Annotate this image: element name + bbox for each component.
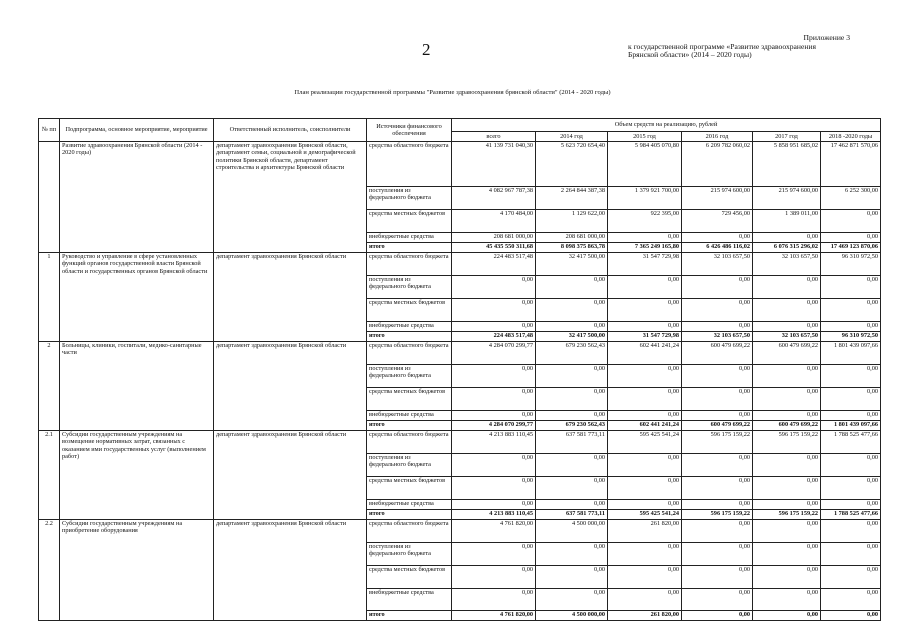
cell-amount: 0,00 bbox=[452, 411, 536, 421]
cell-amount: 0,00 bbox=[452, 566, 536, 589]
cell-amount: 637 581 773,11 bbox=[536, 431, 608, 454]
cell-amount: 0,00 bbox=[753, 233, 821, 243]
cell-amount: 0,00 bbox=[682, 520, 753, 543]
cell-amount: 596 175 159,22 bbox=[753, 510, 821, 520]
cell-amount: 679 230 562,43 bbox=[536, 342, 608, 365]
cell-amount: 0,00 bbox=[753, 388, 821, 411]
cell-amount: 0,00 bbox=[682, 388, 753, 411]
cell-amount: 0,00 bbox=[682, 299, 753, 322]
cell-amount: 0,00 bbox=[821, 566, 881, 589]
cell-amount: 600 479 699,22 bbox=[682, 421, 753, 431]
cell-amount: 208 681 000,00 bbox=[536, 233, 608, 243]
cell-executor: департамент здравоохранения Брянской области bbox=[214, 253, 367, 342]
cell-source: средства местных бюджетов bbox=[367, 210, 452, 233]
cell-program: Руководство и управление в сфере установленных функций органов государственной власти Брянской области и государственных органов Брянской области bbox=[60, 253, 214, 342]
cell-amount: 261 820,00 bbox=[608, 520, 682, 543]
cell-amount: 0,00 bbox=[682, 276, 753, 299]
cell-amount: 4 500 000,00 bbox=[536, 520, 608, 543]
cell-amount: 0,00 bbox=[682, 611, 753, 621]
cell-amount: 0,00 bbox=[608, 566, 682, 589]
cell-amount: 0,00 bbox=[821, 477, 881, 500]
cell-num: 1 bbox=[39, 253, 60, 342]
cell-source: итого bbox=[367, 243, 452, 253]
cell-amount: 600 479 699,22 bbox=[753, 342, 821, 365]
cell-amount: 2 264 844 387,38 bbox=[536, 187, 608, 210]
header-year-2017: 2017 год bbox=[753, 132, 821, 142]
cell-amount: 595 425 541,24 bbox=[608, 431, 682, 454]
cell-amount: 0,00 bbox=[682, 411, 753, 421]
cell-amount: 1 389 011,00 bbox=[753, 210, 821, 233]
cell-amount: 1 788 525 477,66 bbox=[821, 510, 881, 520]
cell-amount: 45 435 550 311,68 bbox=[452, 243, 536, 253]
cell-amount: 0,00 bbox=[682, 454, 753, 477]
cell-amount: 0,00 bbox=[452, 454, 536, 477]
cell-amount: 0,00 bbox=[452, 388, 536, 411]
cell-amount: 0,00 bbox=[753, 299, 821, 322]
cell-amount: 224 483 517,48 bbox=[452, 253, 536, 276]
appendix-title: Приложение 3 bbox=[803, 33, 850, 42]
header-year-2014: 2014 год bbox=[536, 132, 608, 142]
cell-amount: 215 974 600,00 bbox=[682, 187, 753, 210]
header-executor: Ответственный исполнитель, соисполнители bbox=[214, 119, 367, 142]
cell-amount: 5 984 405 070,80 bbox=[608, 142, 682, 187]
cell-amount: 0,00 bbox=[536, 500, 608, 510]
cell-source: итого bbox=[367, 611, 452, 621]
table-row bbox=[39, 253, 881, 276]
cell-amount: 0,00 bbox=[753, 365, 821, 388]
cell-amount: 0,00 bbox=[821, 411, 881, 421]
cell-amount: 0,00 bbox=[452, 299, 536, 322]
cell-source: поступления из федерального бюджета bbox=[367, 365, 452, 388]
cell-source: внебюджетные средства bbox=[367, 233, 452, 243]
cell-amount: 0,00 bbox=[452, 543, 536, 566]
cell-amount: 4 500 000,00 bbox=[536, 611, 608, 621]
header-num: № пп bbox=[39, 119, 60, 142]
cell-source: итого bbox=[367, 332, 452, 342]
appendix-line-2: Брянской области» (2014 – 2020 годы) bbox=[628, 50, 752, 60]
appendix-line-1: к государственной программе «Развитие здравоохранения bbox=[628, 41, 816, 51]
cell-num: 2.1 bbox=[39, 431, 60, 520]
cell-amount: 0,00 bbox=[753, 543, 821, 566]
cell-amount: 0,00 bbox=[608, 477, 682, 500]
cell-amount: 0,00 bbox=[536, 322, 608, 332]
header-volume: Объем средств на реализацию, рублей bbox=[452, 119, 881, 132]
cell-amount: 0,00 bbox=[608, 388, 682, 411]
cell-amount: 602 441 241,24 bbox=[608, 421, 682, 431]
cell-amount: 1 788 525 477,66 bbox=[821, 431, 881, 454]
cell-amount: 0,00 bbox=[608, 454, 682, 477]
cell-amount: 4 082 967 787,38 bbox=[452, 187, 536, 210]
cell-amount: 0,00 bbox=[682, 233, 753, 243]
cell-source: итого bbox=[367, 510, 452, 520]
cell-source: средства областного бюджета bbox=[367, 342, 452, 365]
cell-amount: 0,00 bbox=[682, 543, 753, 566]
cell-amount: 6 426 486 116,02 bbox=[682, 243, 753, 253]
cell-amount: 0,00 bbox=[682, 589, 753, 611]
cell-amount: 637 581 773,11 bbox=[536, 510, 608, 520]
cell-source: средства местных бюджетов bbox=[367, 299, 452, 322]
cell-amount: 0,00 bbox=[608, 411, 682, 421]
cell-amount: 596 175 159,22 bbox=[682, 431, 753, 454]
cell-amount: 4 284 070 299,77 bbox=[452, 421, 536, 431]
cell-amount: 0,00 bbox=[753, 276, 821, 299]
cell-amount: 0,00 bbox=[753, 322, 821, 332]
cell-amount: 8 098 375 863,78 bbox=[536, 243, 608, 253]
cell-program: Больницы, клиники, госпитали, медико-санитарные части bbox=[60, 342, 214, 431]
cell-amount: 0,00 bbox=[608, 500, 682, 510]
cell-amount: 596 175 159,22 bbox=[753, 431, 821, 454]
header-year-2015: 2015 год bbox=[608, 132, 682, 142]
cell-amount: 0,00 bbox=[821, 233, 881, 243]
cell-program: Развитие здравоохранения Брянской области (2014 - 2020 годы) bbox=[60, 142, 214, 253]
cell-amount: 0,00 bbox=[452, 322, 536, 332]
cell-num: 2.2 bbox=[39, 520, 60, 621]
cell-amount: 0,00 bbox=[821, 589, 881, 611]
cell-amount: 96 310 972,50 bbox=[821, 332, 881, 342]
cell-amount: 32 417 500,00 bbox=[536, 332, 608, 342]
cell-program: Субсидии государственным учреждениям на возмещение нормативных затрат, связанных с оказанием ими государственных услуг (выполнением работ) bbox=[60, 431, 214, 520]
cell-source: внебюджетные средства bbox=[367, 500, 452, 510]
cell-source: итого bbox=[367, 421, 452, 431]
cell-source: поступления из федерального бюджета bbox=[367, 454, 452, 477]
cell-amount: 0,00 bbox=[536, 566, 608, 589]
cell-executor: департамент здравоохранения Брянской области bbox=[214, 342, 367, 431]
cell-amount: 0,00 bbox=[682, 365, 753, 388]
plan-table bbox=[38, 118, 881, 621]
cell-amount: 0,00 bbox=[608, 589, 682, 611]
table-body bbox=[39, 142, 881, 621]
cell-amount: 224 483 517,48 bbox=[452, 332, 536, 342]
cell-source: средства областного бюджета bbox=[367, 431, 452, 454]
table-row bbox=[39, 520, 881, 543]
cell-amount: 6 252 300,00 bbox=[821, 187, 881, 210]
cell-amount: 1 801 439 097,66 bbox=[821, 421, 881, 431]
cell-amount: 0,00 bbox=[682, 322, 753, 332]
plan-title: План реализации государственной программы "Развитие здравоохранения брянской области" (2014 - 2020 годы) bbox=[294, 89, 611, 96]
cell-amount: 17 462 871 570,06 bbox=[821, 142, 881, 187]
page-number: 2 bbox=[422, 40, 431, 59]
cell-source: поступления из федерального бюджета bbox=[367, 543, 452, 566]
cell-source: поступления из федерального бюджета bbox=[367, 276, 452, 299]
cell-amount: 32 103 657,50 bbox=[753, 253, 821, 276]
cell-amount: 32 103 657,50 bbox=[682, 253, 753, 276]
cell-source: средства местных бюджетов bbox=[367, 566, 452, 589]
cell-amount: 0,00 bbox=[821, 543, 881, 566]
header-source: Источники финансового обеспечения bbox=[367, 119, 452, 142]
cell-amount: 0,00 bbox=[753, 520, 821, 543]
cell-amount: 0,00 bbox=[682, 566, 753, 589]
cell-source: средства местных бюджетов bbox=[367, 477, 452, 500]
cell-amount: 0,00 bbox=[536, 543, 608, 566]
cell-amount: 5 623 720 654,40 bbox=[536, 142, 608, 187]
cell-amount: 0,00 bbox=[753, 500, 821, 510]
header-year-total: всего bbox=[452, 132, 536, 142]
table-row bbox=[39, 142, 881, 187]
cell-amount: 0,00 bbox=[536, 365, 608, 388]
cell-source: внебюджетные средства bbox=[367, 322, 452, 332]
cell-num: 2 bbox=[39, 342, 60, 431]
cell-amount: 208 681 000,00 bbox=[452, 233, 536, 243]
cell-amount: 0,00 bbox=[682, 500, 753, 510]
cell-amount: 7 365 249 165,80 bbox=[608, 243, 682, 253]
cell-amount: 0,00 bbox=[821, 388, 881, 411]
cell-amount: 1 379 921 700,00 bbox=[608, 187, 682, 210]
cell-amount: 1 129 622,00 bbox=[536, 210, 608, 233]
cell-amount: 4 761 820,00 bbox=[452, 611, 536, 621]
cell-amount: 602 441 241,24 bbox=[608, 342, 682, 365]
cell-amount: 4 170 484,00 bbox=[452, 210, 536, 233]
cell-amount: 32 103 657,50 bbox=[753, 332, 821, 342]
cell-amount: 215 974 600,00 bbox=[753, 187, 821, 210]
cell-amount: 0,00 bbox=[536, 388, 608, 411]
cell-amount: 0,00 bbox=[821, 520, 881, 543]
cell-amount: 0,00 bbox=[536, 454, 608, 477]
appendix-caption bbox=[628, 34, 888, 60]
cell-amount: 0,00 bbox=[536, 411, 608, 421]
cell-amount: 0,00 bbox=[821, 322, 881, 332]
cell-amount: 96 310 972,50 bbox=[821, 253, 881, 276]
cell-amount: 261 820,00 bbox=[608, 611, 682, 621]
header-year-2018-2020: 2018 -2020 годы bbox=[821, 132, 881, 142]
cell-amount: 5 858 951 685,02 bbox=[753, 142, 821, 187]
cell-amount: 0,00 bbox=[753, 411, 821, 421]
cell-amount: 17 469 123 870,06 bbox=[821, 243, 881, 253]
cell-amount: 0,00 bbox=[452, 276, 536, 299]
cell-amount: 32 103 657,50 bbox=[682, 332, 753, 342]
cell-source: внебюджетные средства bbox=[367, 411, 452, 421]
cell-source: поступления из федерального бюджета bbox=[367, 187, 452, 210]
cell-amount: 0,00 bbox=[608, 276, 682, 299]
cell-amount: 0,00 bbox=[608, 299, 682, 322]
cell-amount: 31 547 729,98 bbox=[608, 332, 682, 342]
cell-source: средства областного бюджета bbox=[367, 142, 452, 187]
table-row bbox=[39, 431, 881, 454]
table-header bbox=[39, 119, 881, 142]
cell-amount: 0,00 bbox=[608, 365, 682, 388]
cell-amount: 0,00 bbox=[753, 589, 821, 611]
cell-amount: 0,00 bbox=[753, 611, 821, 621]
cell-amount: 0,00 bbox=[608, 233, 682, 243]
cell-amount: 0,00 bbox=[821, 299, 881, 322]
cell-amount: 922 395,00 bbox=[608, 210, 682, 233]
cell-amount: 32 417 500,00 bbox=[536, 253, 608, 276]
cell-amount: 0,00 bbox=[536, 477, 608, 500]
cell-amount: 0,00 bbox=[536, 299, 608, 322]
cell-amount: 0,00 bbox=[536, 276, 608, 299]
cell-amount: 6 076 315 296,02 bbox=[753, 243, 821, 253]
cell-amount: 0,00 bbox=[821, 500, 881, 510]
cell-amount: 0,00 bbox=[821, 365, 881, 388]
cell-amount: 596 175 159,22 bbox=[682, 510, 753, 520]
cell-amount: 0,00 bbox=[682, 477, 753, 500]
cell-executor: департамент здравоохранения Брянской области bbox=[214, 520, 367, 621]
cell-amount: 600 479 699,22 bbox=[753, 421, 821, 431]
cell-amount: 679 230 562,43 bbox=[536, 421, 608, 431]
cell-amount: 0,00 bbox=[608, 322, 682, 332]
cell-amount: 0,00 bbox=[821, 611, 881, 621]
cell-num bbox=[39, 142, 60, 253]
cell-amount: 0,00 bbox=[608, 543, 682, 566]
cell-amount: 729 456,00 bbox=[682, 210, 753, 233]
cell-amount: 4 761 820,00 bbox=[452, 520, 536, 543]
table-row bbox=[39, 342, 881, 365]
cell-amount: 600 479 699,22 bbox=[682, 342, 753, 365]
cell-executor: департамент здравоохранения Брянской области bbox=[214, 431, 367, 520]
cell-amount: 0,00 bbox=[821, 210, 881, 233]
cell-amount: 1 801 439 097,66 bbox=[821, 342, 881, 365]
cell-amount: 41 139 731 040,30 bbox=[452, 142, 536, 187]
cell-amount: 0,00 bbox=[452, 589, 536, 611]
cell-amount: 4 213 883 110,45 bbox=[452, 510, 536, 520]
cell-amount: 4 284 070 299,77 bbox=[452, 342, 536, 365]
cell-amount: 0,00 bbox=[536, 589, 608, 611]
cell-amount: 0,00 bbox=[753, 477, 821, 500]
cell-amount: 0,00 bbox=[821, 454, 881, 477]
cell-amount: 0,00 bbox=[452, 477, 536, 500]
cell-amount: 595 425 541,24 bbox=[608, 510, 682, 520]
cell-program: Субсидии государственным учреждениям на приобретение оборудования bbox=[60, 520, 214, 621]
cell-source: средства местных бюджетов bbox=[367, 388, 452, 411]
cell-amount: 31 547 729,98 bbox=[608, 253, 682, 276]
header-program: Подпрограмма, основное мероприятие, мероприятие bbox=[60, 119, 214, 142]
cell-amount: 0,00 bbox=[452, 365, 536, 388]
cell-amount: 4 213 883 110,45 bbox=[452, 431, 536, 454]
cell-source: средства областного бюджета bbox=[367, 520, 452, 543]
header-year-2016: 2016 год bbox=[682, 132, 753, 142]
cell-executor: департамент здравоохранения Брянской области, департамент семьи, социальной и демографической политики Брянской области, департамент строительства и архитектуры Брянской области bbox=[214, 142, 367, 253]
cell-amount: 0,00 bbox=[753, 566, 821, 589]
cell-amount: 0,00 bbox=[821, 276, 881, 299]
cell-amount: 0,00 bbox=[753, 454, 821, 477]
cell-source: средства областного бюджета bbox=[367, 253, 452, 276]
cell-amount: 6 209 782 060,02 bbox=[682, 142, 753, 187]
cell-amount: 0,00 bbox=[452, 500, 536, 510]
cell-source: внебюджетные средства bbox=[367, 589, 452, 611]
